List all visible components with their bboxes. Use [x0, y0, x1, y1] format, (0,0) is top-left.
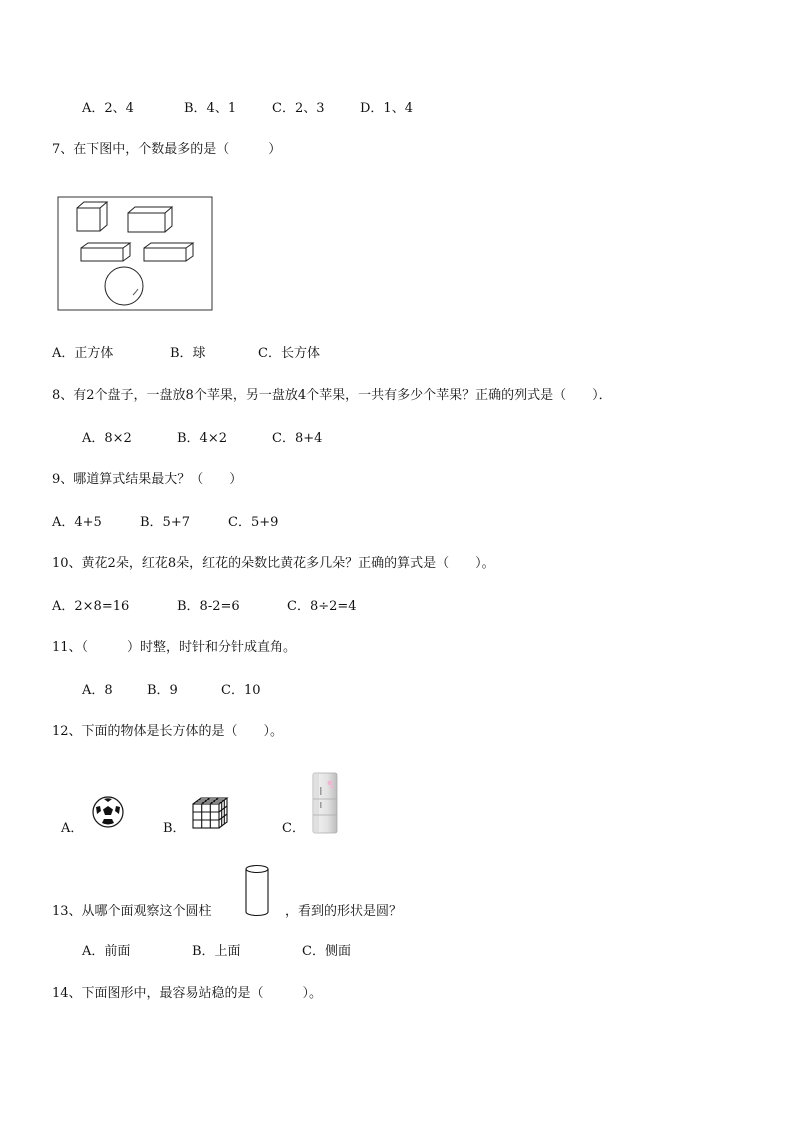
q8-question: 8、有2个盘子，一盘放8个苹果，另一盘放4个苹果，一共有多少个苹果？正确的列式是（ ）． [52, 388, 612, 403]
q10-question: 10、黄花2朵，红花8朵，红花的朵数比黄花多几朵？正确的算式是（ ）。 [52, 556, 495, 571]
q11-option-b[interactable]: B．9 [147, 683, 178, 698]
q7-option-c[interactable]: C．长方体 [258, 346, 320, 361]
solids-box-icon [57, 196, 215, 312]
q10-option-c[interactable]: C．8÷2=4 [287, 599, 357, 614]
q13-option-b[interactable]: B．上面 [192, 944, 241, 959]
q7-question: 7、在下图中，个数最多的是（ ） [52, 142, 282, 157]
q9-option-c[interactable]: C．5+9 [228, 515, 279, 530]
q12-question: 12、下面的物体是长方体的是（ ）。 [52, 724, 284, 739]
q13-question-end: ，看到的形状是圆？ [285, 904, 403, 919]
q7-option-a[interactable]: A．正方体 [52, 346, 114, 361]
q6-option-b[interactable]: B．4、1 [184, 101, 237, 116]
q6-option-c[interactable]: C．2、3 [272, 101, 325, 116]
q11-question: 11、（ ）时整，时针和分针成直角。 [52, 640, 297, 655]
q10-option-a[interactable]: A．2×8=16 [52, 599, 130, 614]
rubiks-cube-icon [191, 796, 229, 830]
q9-question: 9、哪道算式结果最大？（ ） [52, 472, 243, 487]
q14-question: 14、下面图形中，最容易站稳的是（ ）。 [52, 986, 323, 1001]
q6-option-a[interactable]: A．2、4 [82, 101, 134, 116]
cylinder-icon [243, 864, 271, 918]
q7-option-b[interactable]: B．球 [170, 346, 206, 361]
refrigerator-icon [310, 771, 340, 835]
q11-option-c[interactable]: C．10 [221, 683, 261, 698]
q10-option-b[interactable]: B．8-2=6 [177, 599, 240, 614]
q13-option-a[interactable]: A．前面 [82, 944, 131, 959]
q12-option-b[interactable]: B． [163, 821, 186, 836]
q8-option-c[interactable]: C．8+4 [272, 431, 323, 446]
q12-option-c[interactable]: C． [282, 821, 305, 836]
q13-question-start: 13、从哪个面观察这个圆柱 [52, 904, 212, 919]
q9-option-a[interactable]: A．4+5 [52, 515, 102, 530]
q12-option-a[interactable]: A． [61, 821, 84, 836]
q11-option-a[interactable]: A．8 [82, 683, 113, 698]
q13-option-c[interactable]: C．侧面 [302, 944, 351, 959]
q8-option-b[interactable]: B．4×2 [177, 431, 227, 446]
q6-option-d[interactable]: D．1、4 [360, 101, 413, 116]
soccer-ball-icon [92, 796, 124, 828]
q8-option-a[interactable]: A．8×2 [82, 431, 132, 446]
q9-option-b[interactable]: B．5+7 [140, 515, 190, 530]
